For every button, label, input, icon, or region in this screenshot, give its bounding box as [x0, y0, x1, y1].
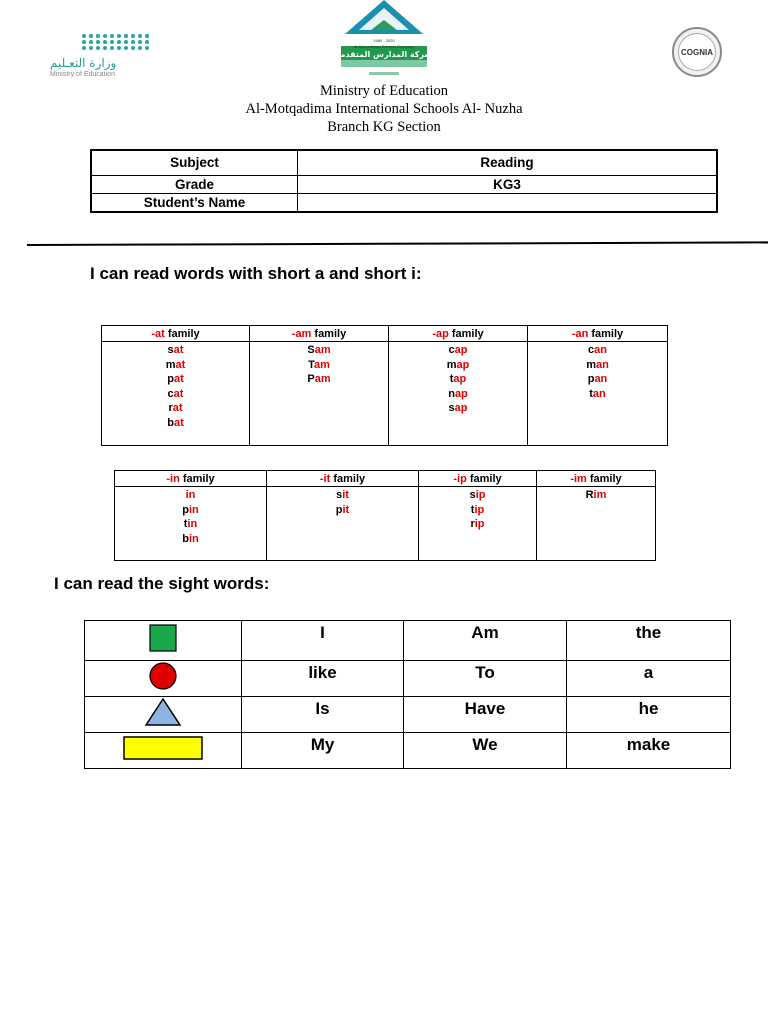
moe-logo-arabic: وزارة التعـليم [50, 56, 117, 70]
family-word [419, 503, 536, 518]
family-word [102, 387, 249, 402]
family-word [267, 488, 418, 503]
word-onset: t [449, 373, 454, 386]
shape-cell [85, 733, 242, 769]
family-header [102, 326, 250, 342]
family-word [528, 372, 667, 387]
family-word [102, 416, 249, 431]
family-word-list [537, 487, 656, 561]
info-table [90, 149, 718, 213]
family-word [419, 517, 536, 532]
subject-label: Subject [91, 150, 298, 175]
family-word-list [267, 487, 419, 561]
school-logo-english: Al-Motqadimah Schools Company [353, 44, 415, 49]
word-rime: it [342, 489, 349, 501]
word-rime: at [173, 373, 184, 386]
family-label: family [330, 472, 366, 485]
family-header [389, 326, 528, 342]
family-word [115, 503, 266, 518]
family-word [102, 343, 249, 358]
family-label: family [164, 327, 200, 340]
family-word [389, 358, 527, 373]
divider-line [27, 241, 768, 246]
word-onset: p [587, 373, 595, 386]
school-logo-years: 1980 - 2020 [373, 38, 395, 43]
word-onset: s [167, 344, 174, 356]
sight-word: Am [404, 621, 567, 661]
sight-word: he [567, 697, 731, 733]
family-word [537, 488, 655, 503]
word-onset: p [182, 503, 189, 516]
subject-value: Reading [298, 150, 718, 175]
sight-word: Is [242, 697, 404, 733]
family-word-list [389, 342, 528, 446]
sight-word: a [567, 661, 731, 697]
family-word [419, 488, 536, 503]
family-label: family [448, 327, 484, 340]
word-onset: P [307, 373, 315, 386]
moe-dots-icon [82, 34, 150, 50]
word-onset: R [585, 489, 594, 501]
family-suffix: -ip [453, 472, 467, 485]
word-onset: p [167, 373, 174, 386]
word-onset: r [470, 518, 475, 531]
student-name-field[interactable] [298, 193, 718, 212]
family-word [115, 532, 266, 547]
word-onset: m [586, 358, 596, 371]
family-word [528, 358, 667, 373]
word-onset: s [448, 402, 455, 415]
family-word [115, 517, 266, 532]
family-word [102, 358, 249, 373]
family-suffix: -at [151, 327, 165, 340]
sight-word: My [242, 733, 404, 769]
family-word [250, 343, 388, 358]
word-rime: ap [454, 402, 468, 415]
word-onset: t [589, 387, 593, 400]
family-header [115, 471, 267, 487]
word-rime: ip [474, 518, 485, 531]
family-suffix: -an [571, 327, 589, 340]
sight-word: Have [404, 697, 567, 733]
school-logo [333, 0, 435, 84]
word-rime: ip [475, 489, 486, 501]
word-rime: an [592, 387, 606, 400]
sight-words-row [85, 733, 731, 769]
word-rime: am [314, 373, 331, 386]
word-rime: it [342, 503, 350, 516]
grade-label: Grade [91, 175, 298, 193]
word-rime: ap [456, 358, 470, 371]
family-label: family [311, 327, 347, 340]
family-word [389, 372, 527, 387]
word-onset: T [308, 358, 314, 371]
red-circle-icon [148, 661, 178, 691]
word-rime: am [314, 358, 330, 371]
sight-word: the [567, 621, 731, 661]
word-onset: m [165, 358, 176, 371]
family-header [528, 326, 668, 342]
word-rime: ap [454, 344, 468, 356]
sight-words-table [84, 620, 731, 769]
word-rime: ip [474, 503, 485, 516]
family-word [389, 387, 527, 402]
cognia-accreditation-logo [672, 27, 722, 77]
sight-words-row [85, 697, 731, 733]
family-label: family [588, 327, 624, 340]
word-onset: s [469, 489, 476, 501]
sight-words-row [85, 661, 731, 697]
family-word [389, 401, 527, 416]
family-suffix: -im [570, 472, 587, 485]
family-word [250, 358, 388, 373]
short-a-i-heading: I can read words with short a and short i: [90, 264, 422, 283]
word-onset: t [183, 518, 188, 531]
family-header [267, 471, 419, 487]
family-suffix: -am [291, 327, 312, 340]
word-onset: c [448, 344, 455, 356]
word-onset: c [588, 344, 595, 356]
grade-value: KG3 [298, 175, 718, 193]
family-word [115, 488, 266, 503]
family-word [267, 503, 418, 518]
family-label: family [466, 472, 502, 485]
word-rime: am [314, 344, 331, 356]
word-rime: in [185, 489, 196, 501]
blue-triangle-icon [144, 697, 182, 727]
family-word [528, 343, 667, 358]
green-square-icon [148, 623, 178, 653]
sight-word: I [242, 621, 404, 661]
word-rime: an [594, 344, 607, 356]
short-i-family-table [114, 470, 656, 561]
word-onset: r [168, 402, 173, 415]
word-rime: im [593, 489, 607, 501]
family-header [537, 471, 656, 487]
word-rime: at [173, 344, 184, 356]
word-rime: in [188, 532, 199, 545]
family-word [102, 372, 249, 387]
sight-words-row [85, 621, 731, 661]
word-onset: t [470, 503, 475, 516]
word-rime: in [187, 518, 198, 531]
header-line-3: Branch KG Section [327, 119, 441, 135]
family-word [389, 343, 527, 358]
word-onset: p [335, 503, 343, 516]
shape-cell [85, 697, 242, 733]
shape-cell [85, 661, 242, 697]
word-rime: at [173, 387, 184, 400]
cognia-logo-text: COGNIA [678, 33, 716, 71]
sight-words-heading: I can read the sight words: [54, 574, 270, 593]
word-rime: at [172, 402, 183, 415]
school-logo-icon [333, 0, 435, 84]
header-line-2: Al-Motqadima International Schools Al- Nuzha [245, 101, 523, 117]
word-rime: ap [454, 387, 468, 400]
word-onset: c [167, 387, 174, 400]
family-suffix: -it [319, 472, 331, 485]
family-word-list [115, 487, 267, 561]
word-onset: b [167, 416, 174, 429]
word-rime: at [173, 416, 184, 429]
short-a-family-table [101, 325, 668, 446]
header-line-1: Ministry of Education [319, 83, 449, 99]
family-word [102, 401, 249, 416]
family-word-list [419, 487, 537, 561]
sight-word: like [242, 661, 404, 697]
sight-word: make [567, 733, 731, 769]
word-onset: s [336, 489, 343, 501]
school-logo-arabic: شركة المدارس المتقدمة [335, 50, 433, 59]
word-onset: n [448, 387, 455, 400]
family-word-list [528, 342, 668, 446]
word-rime: an [594, 373, 608, 386]
family-word [528, 387, 667, 402]
word-onset: S [307, 344, 315, 356]
family-word [250, 372, 388, 387]
family-header [250, 326, 389, 342]
word-onset: b [182, 532, 189, 545]
family-label: family [179, 472, 215, 485]
word-rime: ap [453, 373, 467, 386]
moe-logo-english: Ministry of Education [50, 71, 115, 78]
sight-word: To [404, 661, 567, 697]
sight-word: We [404, 733, 567, 769]
word-onset: m [446, 358, 457, 371]
yellow-rectangle-icon [122, 735, 204, 761]
family-suffix: -ap [432, 327, 449, 340]
family-word-list [102, 342, 250, 446]
word-rime: an [595, 358, 609, 371]
family-suffix: -in [166, 472, 180, 485]
family-label: family [586, 472, 622, 485]
family-word-list [250, 342, 389, 446]
word-rime: at [175, 358, 186, 371]
family-header [419, 471, 537, 487]
shape-cell [85, 621, 242, 661]
word-rime: in [188, 503, 199, 516]
student-name-label: Student’s Name [91, 193, 298, 212]
